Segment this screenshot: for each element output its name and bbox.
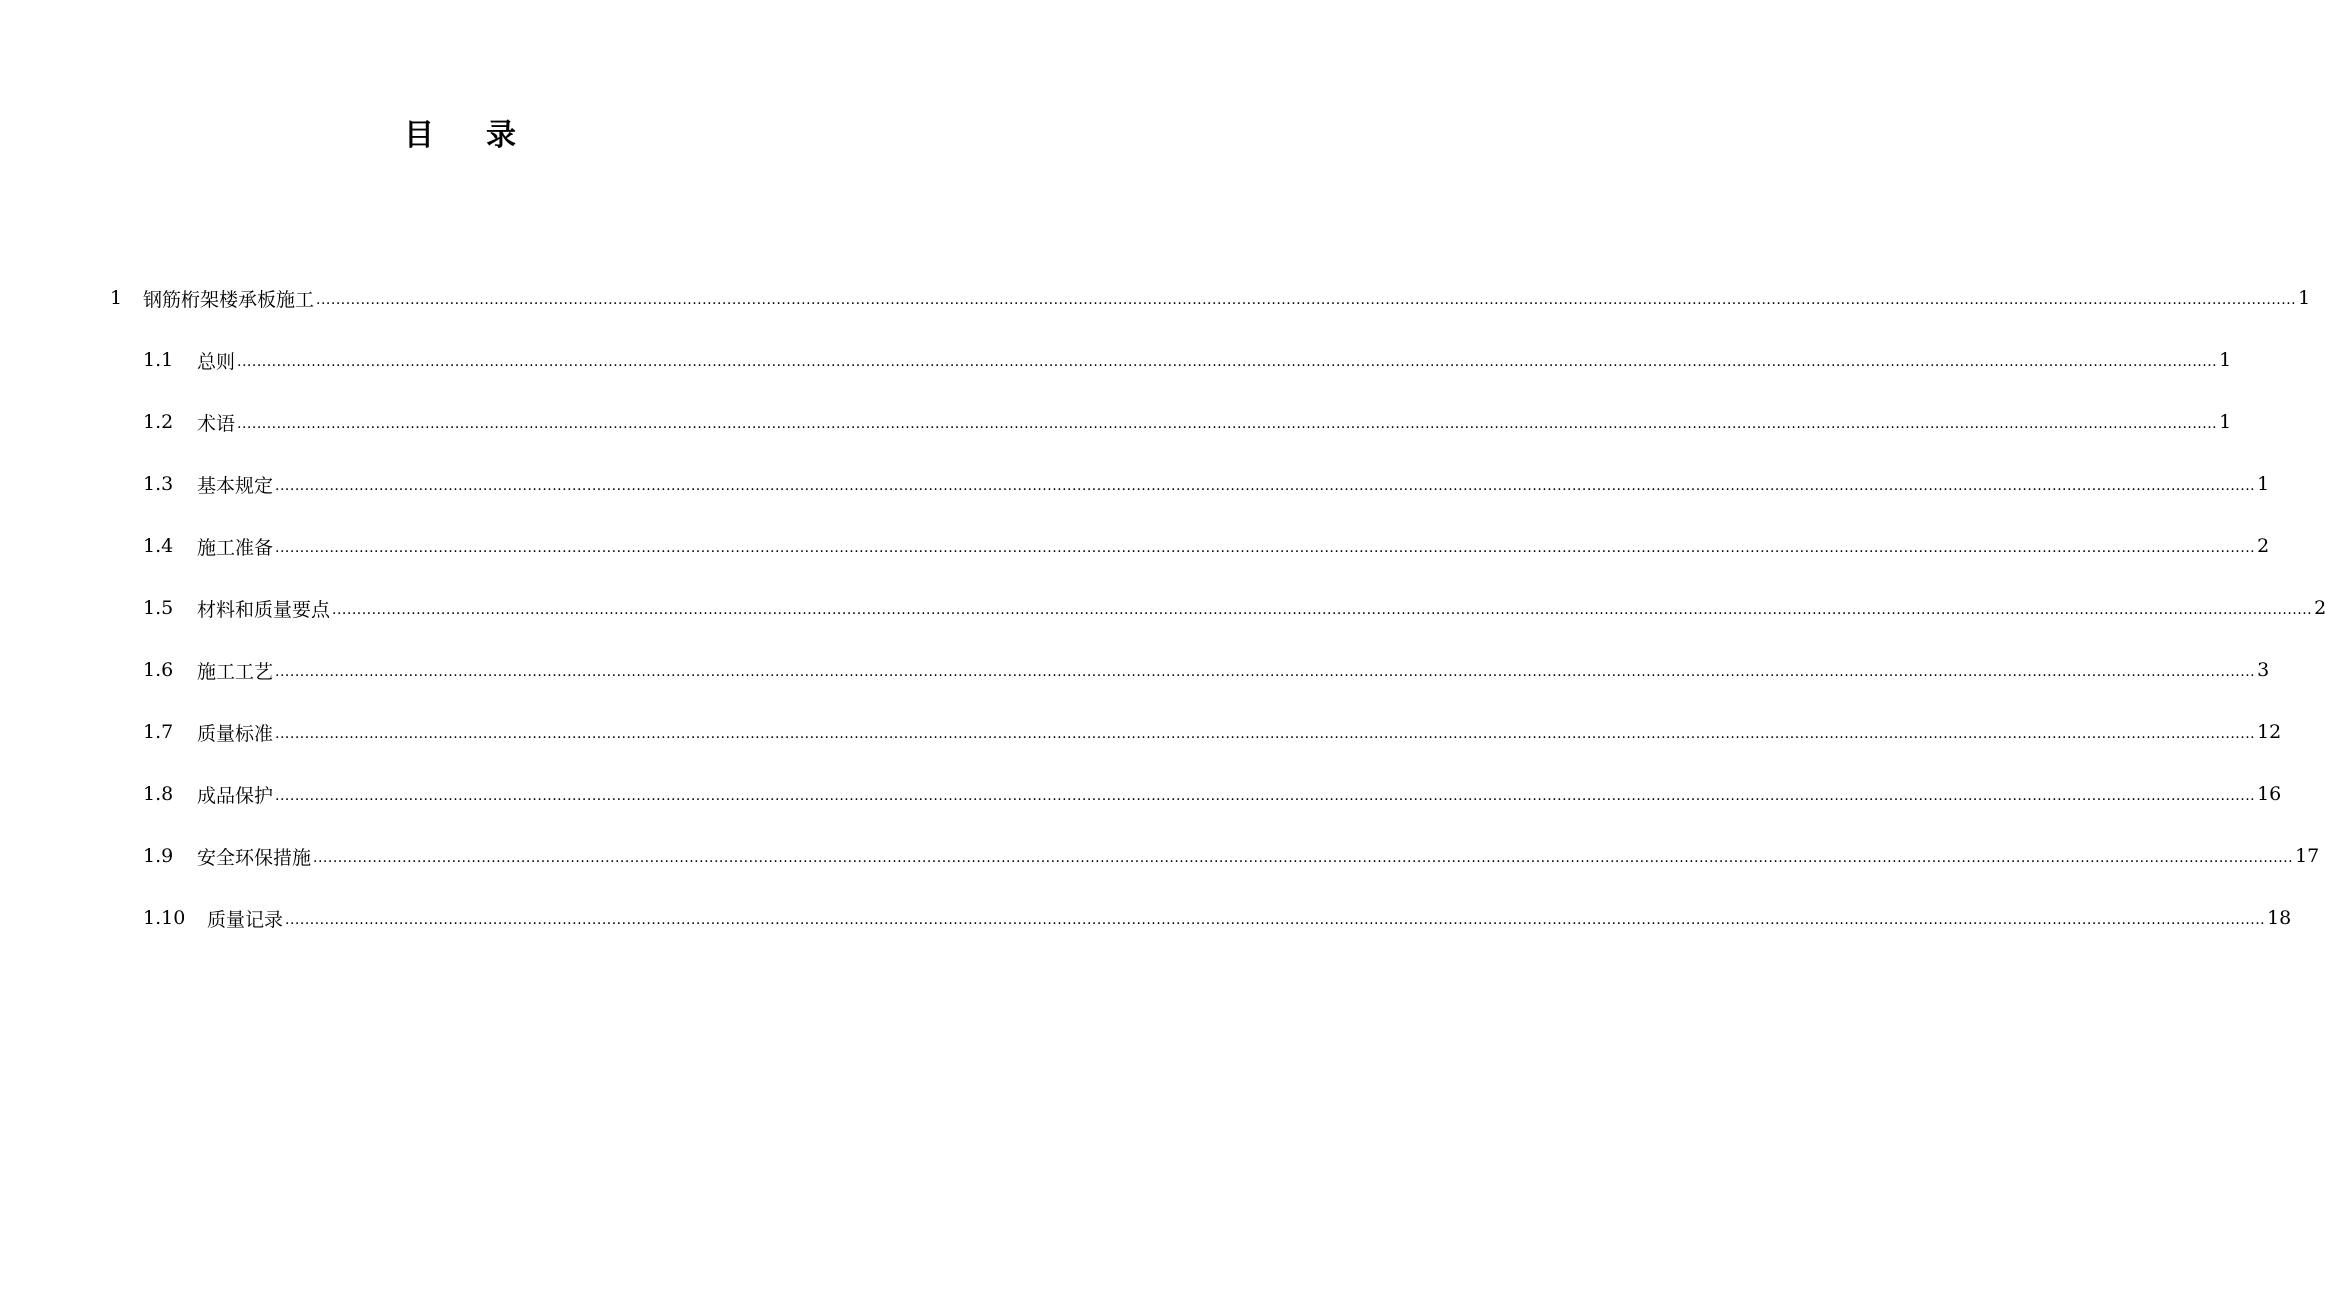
toc-entry-page: 1 <box>2219 411 2232 433</box>
toc-entry-number: 1.9 <box>143 845 174 867</box>
toc-entry-title: 材料和质量要点 <box>197 598 331 621</box>
toc-entry[interactable] <box>143 776 2282 812</box>
toc-entry[interactable] <box>143 590 2326 626</box>
toc-entry-page: 18 <box>2267 907 2292 929</box>
toc-entry-page: 1 <box>2219 349 2232 371</box>
toc-leader-dots: ................................................................................................................................................................................................................................................................................................................................................................................................................ <box>285 912 2266 928</box>
toc-entry-number: 1.8 <box>143 783 174 805</box>
toc-entry-number: 1.4 <box>143 535 174 557</box>
toc-entry-title: 总则 <box>197 350 236 373</box>
toc-entry-page: 1 <box>2257 473 2270 495</box>
toc-entry-number: 1.5 <box>143 597 174 619</box>
toc-entry-number: 1.1 <box>143 349 174 371</box>
toc-leader-dots: ................................................................................................................................................................................................................................................................................................................................................................................................................ <box>332 602 2313 618</box>
toc-entry-page: 17 <box>2295 845 2320 867</box>
toc-entry-number: 1 <box>110 287 123 309</box>
toc-entry-number: 1.2 <box>143 411 174 433</box>
toc-entry[interactable] <box>143 466 2270 502</box>
toc-entry-title: 质量标准 <box>197 722 274 745</box>
toc-entry[interactable] <box>110 280 2311 316</box>
toc-leader-dots: ................................................................................................................................................................................................................................................................................................................................................................................................................ <box>237 416 2218 432</box>
toc-leader-dots: ................................................................................................................................................................................................................................................................................................................................................................................................................ <box>275 726 2256 742</box>
toc-leader-dots: ................................................................................................................................................................................................................................................................................................................................................................................................................ <box>316 292 2297 308</box>
toc-entry-page: 2 <box>2314 597 2326 619</box>
toc-leader-dots: ................................................................................................................................................................................................................................................................................................................................................................................................................ <box>275 540 2256 556</box>
toc-entry-page: 1 <box>2298 287 2311 309</box>
toc-entry-page: 16 <box>2257 783 2282 805</box>
toc-leader-dots: ................................................................................................................................................................................................................................................................................................................................................................................................................ <box>313 850 2294 866</box>
toc-title-char-1: 目 <box>404 118 434 153</box>
toc-entry-title: 钢筋桁架楼承板施工 <box>143 288 315 311</box>
toc-leader-dots: ................................................................................................................................................................................................................................................................................................................................................................................................................ <box>237 354 2218 370</box>
toc-entry[interactable] <box>143 342 2232 378</box>
toc-entry-title: 基本规定 <box>197 474 274 497</box>
toc-entry-page: 12 <box>2257 721 2282 743</box>
toc-entry-number: 1.6 <box>143 659 174 681</box>
toc-leader-dots: ................................................................................................................................................................................................................................................................................................................................................................................................................ <box>275 788 2256 804</box>
toc-entry-number: 1.7 <box>143 721 174 743</box>
toc-entry-number: 1.3 <box>143 473 174 495</box>
toc-entry-title: 施工准备 <box>197 536 274 559</box>
toc-entry[interactable] <box>143 652 2270 688</box>
toc-title <box>0 110 920 154</box>
toc-entry[interactable] <box>143 900 2292 936</box>
toc-entry-title: 成品保护 <box>197 784 274 807</box>
toc-leader-dots: ................................................................................................................................................................................................................................................................................................................................................................................................................ <box>275 664 2256 680</box>
toc-entry-page: 2 <box>2257 535 2270 557</box>
toc-title-char-2: 录 <box>486 118 516 153</box>
toc-leader-dots: ................................................................................................................................................................................................................................................................................................................................................................................................................ <box>275 478 2256 494</box>
toc-entry-title: 术语 <box>197 412 236 435</box>
toc-entry[interactable] <box>143 838 2320 874</box>
toc-entry-number: 1.10 <box>143 907 186 929</box>
toc-entry-title: 质量记录 <box>207 908 284 931</box>
toc-entry[interactable] <box>143 528 2270 564</box>
toc-entry-page: 3 <box>2257 659 2270 681</box>
toc-entry-title: 施工工艺 <box>197 660 274 683</box>
toc-entry[interactable] <box>143 404 2232 440</box>
toc-entry-title: 安全环保措施 <box>197 846 312 869</box>
toc-entry[interactable] <box>143 714 2282 750</box>
